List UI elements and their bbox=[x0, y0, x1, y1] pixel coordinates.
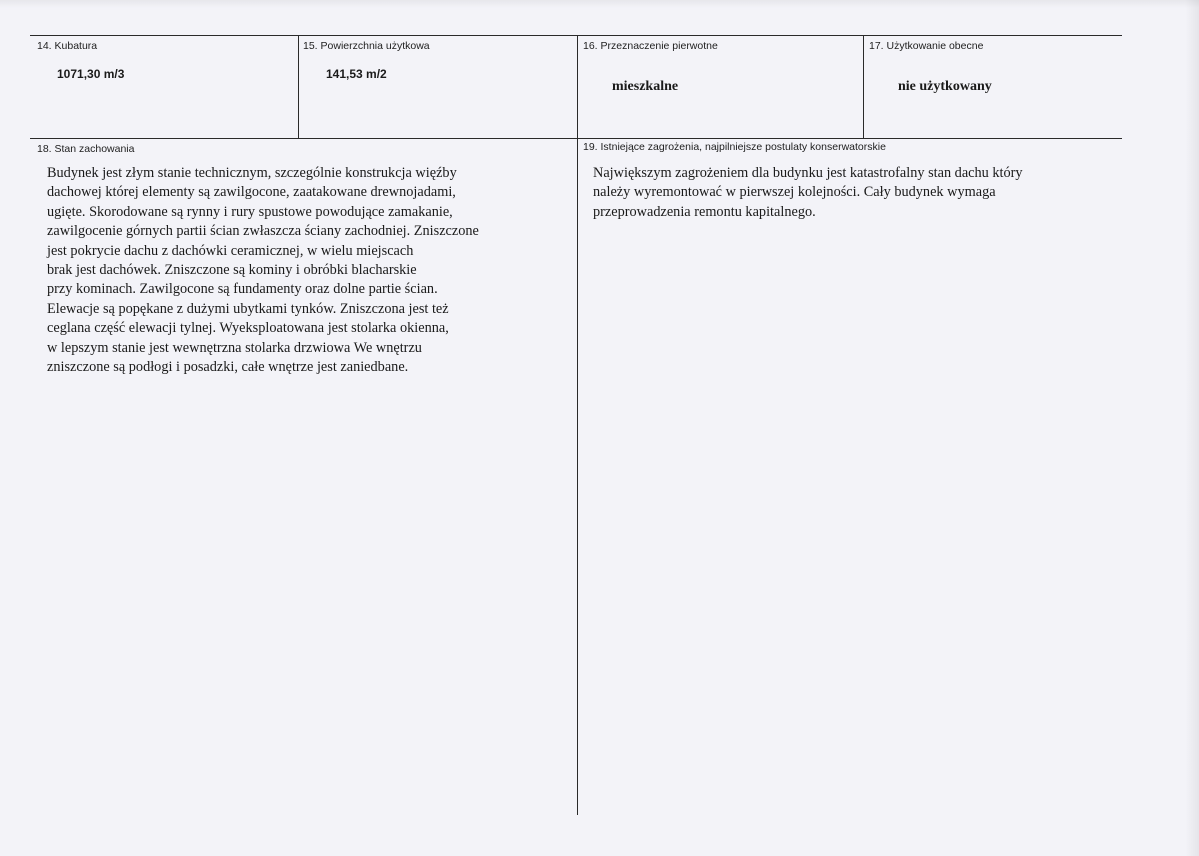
kubatura-value: 1071,30 m/3 bbox=[57, 67, 125, 81]
stan-label: 18. Stan zachowania bbox=[37, 143, 135, 155]
stan-line: brak jest dachówek. Zniszczone są kominy i obróbki blacharskie bbox=[47, 262, 417, 279]
column-divider-2 bbox=[577, 35, 578, 815]
kubatura-label: 14. Kubatura bbox=[37, 40, 98, 52]
scan-top-shadow bbox=[0, 0, 1199, 8]
powierzchnia-label: 15. Powierzchnia użytkowa bbox=[303, 40, 430, 52]
zagrozenia-line: przeprowadzenia remontu kapitalnego. bbox=[593, 203, 816, 220]
zagrozenia-text bbox=[593, 164, 1023, 222]
column-divider-1 bbox=[298, 35, 299, 139]
stan-line: ceglana część elewacji tylnej. Wyeksploatowana jest stolarka okienna, bbox=[47, 320, 449, 337]
table-middle-border bbox=[30, 138, 1122, 139]
stan-line: dachowej której elementy są zawilgocone, zaatakowane drewnojadami, bbox=[47, 184, 456, 201]
powierzchnia-value: 141,53 m/2 bbox=[326, 67, 387, 81]
uzytkowanie-label: 17. Użytkowanie obecne bbox=[869, 40, 984, 52]
scan-edge-shadow bbox=[1185, 0, 1199, 856]
stan-line: Elewacje są popękane z dużymi ubytkami tynków. Zniszczona jest też bbox=[47, 300, 449, 317]
zagrozenia-label: 19. Istniejące zagrożenia, najpilniejsze postulaty konserwatorskie bbox=[583, 141, 886, 153]
zagrozenia-line: należy wyremontować w pierwszej kolejności. Cały budynek wymaga bbox=[593, 184, 996, 201]
przeznaczenie-value: mieszkalne bbox=[612, 79, 679, 94]
stan-line: ugięte. Skorodowane są rynny i rury spustowe powodujące zamakanie, bbox=[47, 203, 453, 220]
stan-line: zawilgocenie górnych partii ścian zwłaszcza ściany zachodniej. Zniszczone bbox=[47, 223, 479, 240]
stan-line: przy kominach. Zawilgocone są fundamenty oraz dolne partie ścian. bbox=[47, 281, 438, 298]
stan-line: w lepszym stanie jest wewnętrzna stolarka drzwiowa We wnętrzu bbox=[47, 339, 422, 356]
zagrozenia-line: Największym zagrożeniem dla budynku jest katastrofalny stan dachu który bbox=[593, 165, 1023, 181]
stan-line: Budynek jest złym stanie technicznym, szczególnie konstrukcja więźby bbox=[47, 165, 457, 181]
przeznaczenie-label: 16. Przeznaczenie pierwotne bbox=[583, 40, 718, 52]
table-top-border bbox=[30, 35, 1122, 36]
stan-line: jest pokrycie dachu z dachówki ceramicznej, w wielu miejscach bbox=[47, 242, 414, 259]
uzytkowanie-value: nie użytkowany bbox=[898, 79, 992, 94]
stan-text bbox=[47, 164, 479, 377]
column-divider-3 bbox=[863, 35, 864, 139]
stan-line: zniszczone są podłogi i posadzki, całe wnętrze jest zaniedbane. bbox=[47, 359, 409, 376]
